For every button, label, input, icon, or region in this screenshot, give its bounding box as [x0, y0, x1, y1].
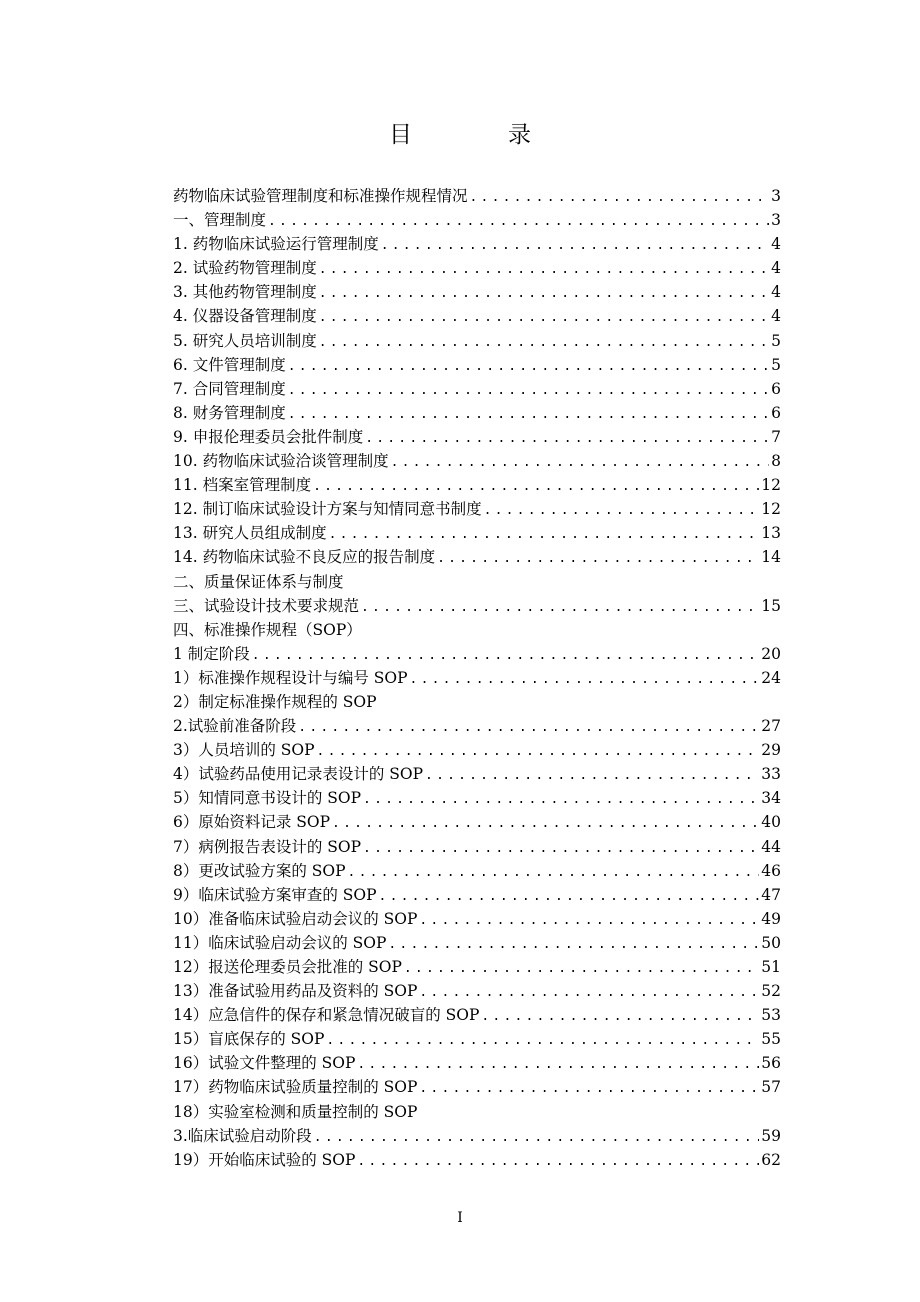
toc-entry-label: 1）标准操作规程设计与编号 SOP — [173, 668, 408, 687]
toc-entry-label: 3.临床试验启动阶段 — [173, 1126, 312, 1145]
toc-entry[interactable] — [173, 642, 781, 666]
toc-entry[interactable] — [173, 497, 781, 521]
toc-entry-page: 6 — [771, 403, 781, 422]
toc-entry-page: 24 — [761, 668, 781, 687]
toc-leader-dots — [348, 861, 760, 883]
toc-entry-page: 57 — [761, 1078, 781, 1097]
toc-entry-label: 3）人员培训的 SOP — [173, 741, 315, 760]
toc-entry[interactable] — [173, 184, 781, 208]
toc-entry-page: 13 — [761, 524, 781, 543]
toc-entry-label: 药物临床试验管理制度和标准操作规程情况 — [173, 187, 468, 205]
toc-entry[interactable] — [173, 979, 781, 1003]
toc-leader-dots — [365, 427, 769, 449]
toc-entry-label: 5. 研究人员培训制度 — [173, 331, 317, 350]
toc-entry-page: 44 — [761, 837, 781, 856]
toc-entry-page: 5 — [771, 355, 781, 374]
toc-entry-label: 6）原始资料记录 SOP — [173, 813, 331, 832]
toc-entry-label: 19）开始临床试验的 SOP — [173, 1150, 356, 1169]
toc-entry[interactable] — [173, 256, 781, 280]
toc-leader-dots — [379, 885, 760, 907]
toc-entry-page: 5 — [771, 331, 781, 350]
toc-leader-dots — [388, 933, 759, 955]
toc-entry[interactable] — [173, 594, 781, 618]
toc-entry-page: 62 — [761, 1150, 781, 1169]
toc-leader-dots — [363, 837, 759, 859]
toc-leader-dots — [363, 788, 759, 810]
toc-leader-dots — [319, 258, 769, 280]
toc-entry[interactable] — [173, 690, 781, 714]
toc-entry-page: 53 — [761, 1006, 781, 1025]
toc-entry-page: 12 — [761, 500, 781, 519]
toc-entry-label: 17）药物临床试验质量控制的 SOP — [173, 1078, 418, 1097]
toc-entry[interactable] — [173, 786, 781, 810]
toc-entry-label: 10. 药物临床试验洽谈管理制度 — [173, 452, 389, 471]
toc-leader-dots — [481, 1005, 759, 1027]
toc-entry-page: 27 — [761, 717, 781, 736]
toc-entry-label: 13. 研究人员组成制度 — [173, 524, 327, 543]
toc-entry-label: 4. 仪器设备管理制度 — [173, 307, 317, 326]
toc-entry-label: 1. 药物临床试验运行管理制度 — [173, 235, 379, 254]
toc-leader-dots — [361, 596, 759, 618]
toc-leader-dots — [419, 981, 759, 1003]
toc-entry[interactable] — [173, 859, 781, 883]
toc-entry-label: 9. 申报伦理委员会批件制度 — [173, 427, 364, 446]
toc-leader-dots — [437, 547, 759, 569]
toc-entry[interactable] — [173, 883, 781, 907]
toc-entry-label: 14）应急信件的保存和紧急情况破盲的 SOP — [173, 1006, 480, 1025]
toc-entry[interactable] — [173, 329, 781, 353]
toc-entry-page: 52 — [761, 982, 781, 1001]
toc-leader-dots — [329, 523, 760, 545]
toc-entry-label: 四、标准操作规程（SOP） — [173, 620, 362, 639]
toc-leader-dots — [391, 451, 770, 473]
toc-entry-page: 55 — [761, 1030, 781, 1049]
toc-leader-dots — [357, 1150, 759, 1172]
title-char-left: 目 — [389, 122, 412, 148]
toc-entry-label: 6. 文件管理制度 — [173, 355, 286, 374]
page-number: I — [457, 1210, 463, 1226]
toc-entry[interactable] — [173, 570, 781, 594]
toc-leader-dots — [484, 499, 760, 521]
toc-entry-page: 40 — [761, 813, 781, 832]
toc-entry-label: 2.试验前准备阶段 — [173, 717, 297, 736]
toc-entry-label: 一、管理制度 — [173, 211, 267, 230]
toc-entry[interactable] — [173, 907, 781, 931]
toc-entry-label: 5）知情同意书设计的 SOP — [173, 789, 362, 808]
toc-entry-page: 12 — [761, 476, 781, 495]
toc-leader-dots — [252, 644, 759, 666]
toc-entry[interactable] — [173, 545, 781, 569]
toc-leader-dots — [313, 475, 759, 497]
toc-entry-label: 2）制定标准操作规程的 SOP — [173, 692, 377, 711]
toc-entry-label: 8. 财务管理制度 — [173, 403, 286, 422]
toc-entry-label: 11）临床试验启动会议的 SOP — [173, 933, 387, 952]
toc-entry-label: 2. 试验药物管理制度 — [173, 259, 317, 278]
toc-leader-dots — [425, 764, 759, 786]
toc-leader-dots — [319, 331, 769, 353]
toc-entry-label: 7. 合同管理制度 — [173, 379, 286, 398]
toc-entry[interactable] — [173, 1003, 781, 1027]
toc-leader-dots — [410, 668, 760, 690]
toc-leader-dots — [319, 306, 769, 328]
toc-entry-page: 47 — [761, 885, 781, 904]
toc-entry-page: 6 — [771, 379, 781, 398]
toc-entry[interactable] — [173, 1124, 781, 1148]
toc-entry-page: 15 — [761, 596, 781, 615]
toc-leader-dots — [288, 379, 769, 401]
toc-entry[interactable] — [173, 1148, 781, 1172]
toc-leader-dots — [298, 716, 759, 738]
toc-entry[interactable] — [173, 521, 781, 545]
toc-leader-dots — [317, 740, 760, 762]
toc-entry[interactable] — [173, 1075, 781, 1099]
toc-entry-page: 4 — [771, 235, 781, 254]
toc-entry-page: 3 — [771, 187, 781, 205]
toc-leader-dots — [470, 186, 770, 208]
toc-leader-dots — [404, 957, 759, 979]
toc-entry-label: 16）试验文件整理的 SOP — [173, 1054, 356, 1073]
toc-entry-page: 51 — [761, 958, 781, 976]
toc-entry[interactable] — [173, 955, 781, 979]
toc-entry[interactable] — [173, 449, 781, 473]
toc-leader-dots — [332, 812, 759, 834]
toc-entry-label: 11. 档案室管理制度 — [173, 476, 312, 495]
toc-entry-page: 50 — [761, 933, 781, 952]
toc-entry[interactable] — [173, 1051, 781, 1075]
toc-entry[interactable] — [173, 304, 781, 328]
toc-leader-dots — [419, 909, 759, 931]
toc-entry-label: 3. 其他药物管理制度 — [173, 283, 317, 302]
toc-leader-dots — [357, 1053, 759, 1075]
toc-entry-page: 56 — [761, 1054, 781, 1073]
toc-entry[interactable] — [173, 425, 781, 449]
toc-entry-page: 3 — [771, 211, 781, 230]
page-title — [0, 118, 920, 152]
toc-entry-page: 59 — [761, 1126, 781, 1145]
toc-entry-label: 10）准备临床试验启动会议的 SOP — [173, 909, 418, 928]
toc-entry-label: 13）准备试验用药品及资料的 SOP — [173, 982, 418, 1001]
toc-entry-page: 4 — [771, 259, 781, 278]
toc-entry-label: 4）试验药品使用记录表设计的 SOP — [173, 765, 424, 784]
toc-entry[interactable] — [173, 232, 781, 256]
toc-entry-label: 12）报送伦理委员会批准的 SOP — [173, 958, 402, 976]
toc-entry[interactable] — [173, 666, 781, 690]
table-of-contents — [173, 184, 781, 1172]
toc-entry[interactable] — [173, 714, 781, 738]
toc-leader-dots — [419, 1077, 759, 1099]
toc-entry-label: 1 制定阶段 — [173, 644, 250, 663]
toc-leader-dots — [314, 1126, 759, 1148]
toc-entry[interactable] — [173, 810, 781, 834]
toc-entry-label: 18）实验室检测和质量控制的 SOP — [173, 1102, 418, 1121]
toc-entry-label: 15）盲底保存的 SOP — [173, 1030, 325, 1049]
toc-entry-label: 14. 药物临床试验不良反应的报告制度 — [173, 548, 436, 567]
toc-entry-label: 9）临床试验方案审查的 SOP — [173, 885, 377, 904]
toc-entry[interactable] — [173, 377, 781, 401]
toc-leader-dots — [288, 355, 769, 377]
toc-entry[interactable] — [173, 208, 781, 232]
toc-entry[interactable] — [173, 1100, 781, 1124]
toc-entry-page: 29 — [761, 741, 781, 760]
toc-entry-page: 49 — [761, 909, 781, 928]
toc-entry-page: 7 — [771, 427, 781, 446]
toc-leader-dots — [319, 282, 769, 304]
toc-entry[interactable] — [173, 353, 781, 377]
toc-entry-page: 4 — [771, 283, 781, 302]
toc-entry[interactable] — [173, 401, 781, 425]
toc-entry[interactable] — [173, 738, 781, 762]
toc-entry-page: 46 — [761, 861, 781, 880]
toc-entry[interactable] — [173, 280, 781, 304]
toc-entry-page: 33 — [761, 765, 781, 784]
toc-entry-label: 8）更改试验方案的 SOP — [173, 861, 346, 880]
toc-leader-dots — [268, 210, 769, 232]
toc-entry-page: 14 — [761, 548, 781, 567]
toc-leader-dots — [288, 403, 769, 425]
toc-leader-dots — [326, 1029, 759, 1051]
toc-entry[interactable] — [173, 762, 781, 786]
toc-entry-label: 三、试验设计技术要求规范 — [173, 596, 360, 615]
toc-entry[interactable] — [173, 618, 781, 642]
toc-entry-label: 12. 制订临床试验设计方案与知情同意书制度 — [173, 500, 482, 519]
title-char-right: 录 — [508, 122, 531, 148]
toc-leader-dots — [381, 234, 769, 256]
toc-entry[interactable] — [173, 1027, 781, 1051]
toc-entry-page: 20 — [761, 644, 781, 663]
toc-entry[interactable] — [173, 473, 781, 497]
toc-entry-label: 7）病例报告表设计的 SOP — [173, 837, 362, 856]
toc-entry-page: 34 — [761, 789, 781, 808]
toc-entry-label: 二、质量保证体系与制度 — [173, 572, 344, 591]
toc-entry-page: 8 — [771, 452, 781, 471]
toc-entry[interactable] — [173, 931, 781, 955]
toc-entry-page: 4 — [771, 307, 781, 326]
toc-entry[interactable] — [173, 835, 781, 859]
